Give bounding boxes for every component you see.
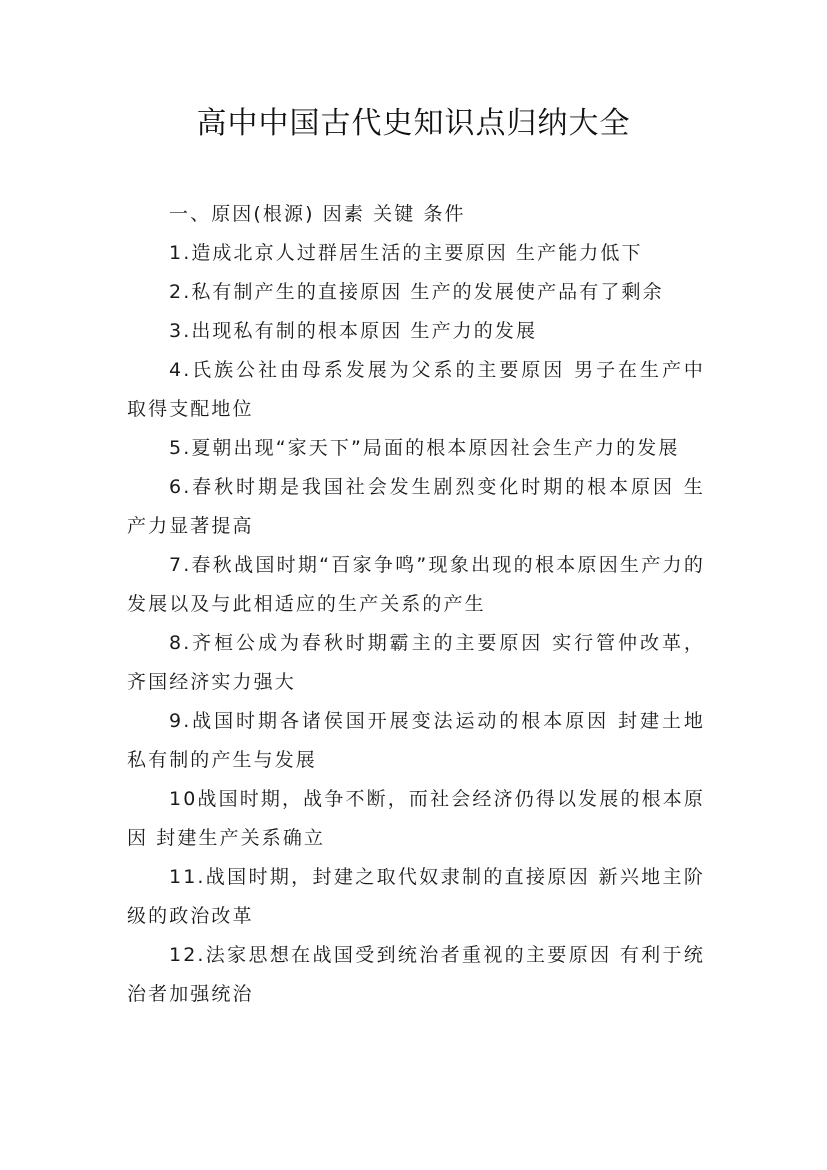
list-item: 10战国时期，战争不断，而社会经济仍得以发展的根本原因 封建生产关系确立: [127, 788, 705, 849]
list-item: 12.法家思想在战国受到统治者重视的主要原因 有利于统治者加强统治: [127, 944, 705, 1005]
section-heading: 一、原因(根源) 因素 关键 条件: [169, 203, 466, 225]
list-item: 9.战国时期各诸侯国开展变法运动的根本原因 封建土地私有制的产生与发展: [127, 710, 705, 771]
document-title: 高中中国古代史知识点归纳大全: [196, 106, 631, 141]
list-item: 5.夏朝出现“家天下”局面的根本原因社会生产力的发展: [169, 437, 680, 459]
list-item: 11.战国时期，封建之取代奴隶制的直接原因 新兴地主阶级的政治改革: [127, 866, 705, 927]
list-item: 3.出现私有制的根本原因 生产力的发展: [169, 320, 538, 342]
document-body: [127, 195, 705, 1014]
list-item: 1.造成北京人过群居生活的主要原因 生产能力低下: [169, 242, 643, 264]
list-item: 6.春秋时期是我国社会发生剧烈变化时期的根本原因 生产力显著提高: [127, 476, 705, 537]
list-item: 2.私有制产生的直接原因 生产的发展使产品有了剩余: [169, 281, 664, 303]
list-item: 4.氏族公社由母系发展为父系的主要原因 男子在生产中取得支配地位: [127, 359, 705, 420]
list-item: 8.齐桓公成为春秋时期霸主的主要原因 实行管仲改革，齐国经济实力强大: [127, 632, 705, 693]
list-item: 7.春秋战国时期“百家争鸣”现象出现的根本原因生产力的发展以及与此相适应的生产关系的产生: [127, 554, 705, 615]
